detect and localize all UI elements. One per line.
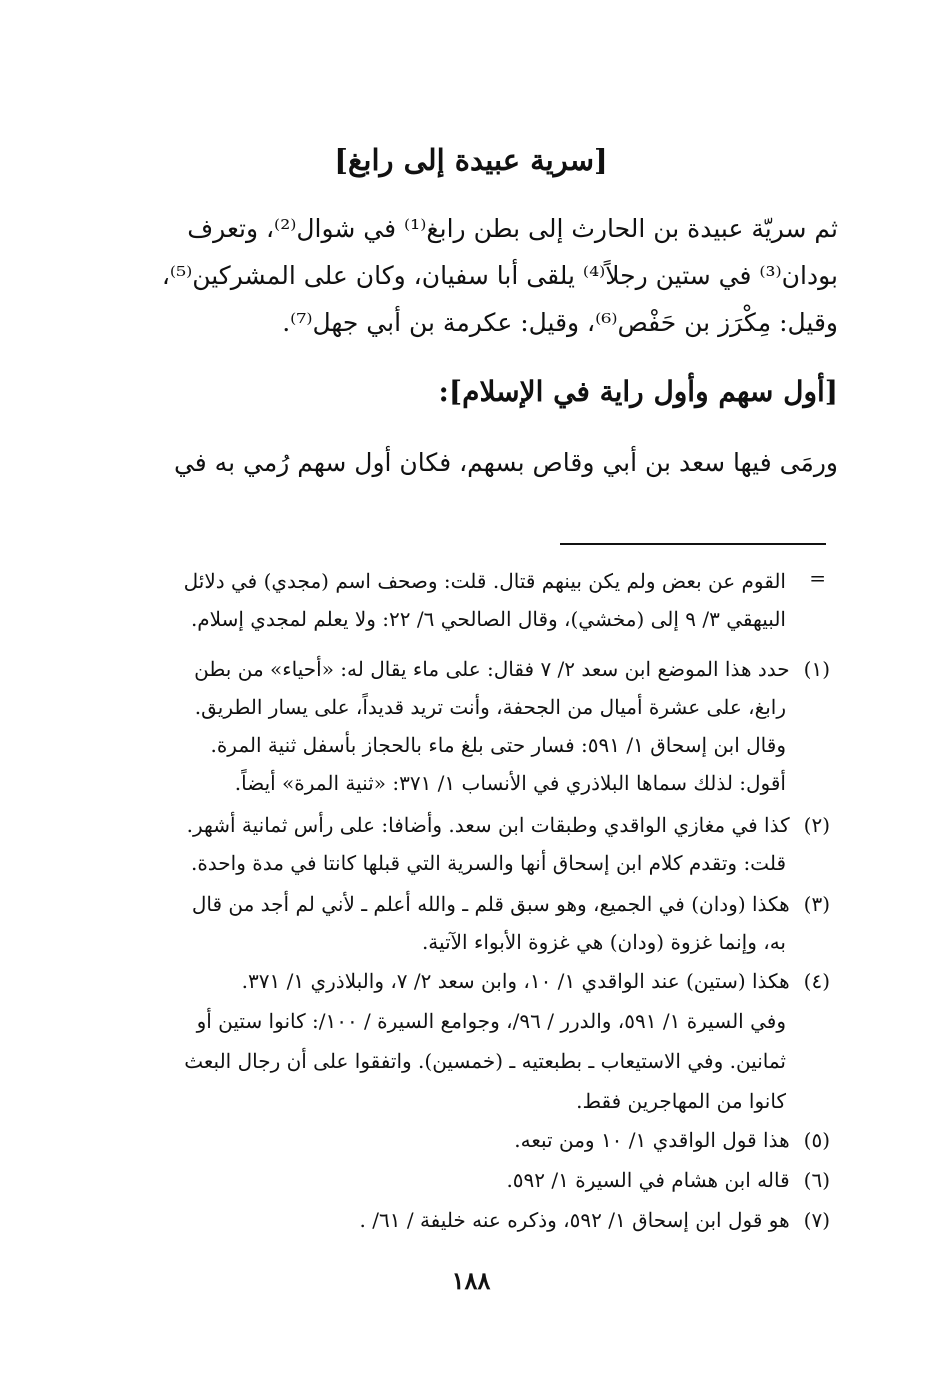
footnote-5 xyxy=(96,1125,830,1155)
page-number: ١٨٨ xyxy=(451,1266,491,1295)
footnote-4 xyxy=(96,966,830,996)
body-line: ورمَى فيها سعد بن أبي وقاص بسهم، فكان أول سهم رُمي به في xyxy=(173,448,838,477)
footnote-6 xyxy=(96,1165,830,1195)
footnote-line: ثمانين. وفي الاستيعاب ـ بطبعتيه ـ (خمسين). واتفقوا على أن رجال البعث xyxy=(184,1049,786,1073)
footnote-number: (٤) xyxy=(803,969,830,993)
continuation-mark: = xyxy=(809,566,826,590)
footnote-text: حدد هذا الموضع ابن سعد ٢/ ٧ فقال: على ماء يقال له: «أحياء» من بطن xyxy=(194,657,790,681)
footnote-text: كذا في مغازي الواقدي وطبقات ابن سعد. وأضافا: على رأس ثمانية أشهر. xyxy=(186,813,790,837)
footnote-line: وفي السيرة ١/ ٥٩١، والدرر / ٩٦/، وجوامع السيرة / ١٠٠/: كانوا ستين أو xyxy=(196,1009,786,1033)
footnote-text: قاله ابن هشام في السيرة ١/ ٥٩٢. xyxy=(506,1168,790,1192)
footnote-number: (٧) xyxy=(803,1208,830,1232)
footnote-line: رابغ، على عشرة أميال من الجحفة، وأنت تريد قديداً، على يسار الطريق. xyxy=(194,695,786,719)
footnote-1 xyxy=(96,654,830,684)
section-heading: [سرية عبيدة إلى رابغ] xyxy=(334,143,608,177)
footnote-line: به، وإنما غزوة (ودان) هي غزوة الأبواء الآتية. xyxy=(421,930,786,954)
footnote-number: (٦) xyxy=(803,1168,830,1192)
footnote-line: القوم عن بعض ولم يكن بينهم قتال. قلت: وصحف اسم (مجدي) في دلائل xyxy=(183,569,786,593)
footnote-number: (٢) xyxy=(803,813,830,837)
subsection-heading: [أول سهم وأول راية في الإسلام]: xyxy=(438,375,838,408)
footnote-number: (٣) xyxy=(803,892,830,916)
footnote-line: قلت: وتقدم كلام ابن إسحاق أنها والسرية التي قبلها كانتا في مدة واحدة. xyxy=(190,851,786,875)
footnote-line: أقول: لذلك سماها البلاذري في الأنساب ١/ ٣٧١: «ثنية المرة» أيضاً. xyxy=(234,771,786,795)
footnote-line: وقال ابن إسحاق ١/ ٥٩١: فسار حتى بلغ ماء بالحجاز بأسفل ثنية المرة. xyxy=(210,733,786,757)
footnote-divider xyxy=(560,543,826,545)
footnote-text: هذا قول الواقدي ١/ ١٠ ومن تبعه. xyxy=(514,1128,790,1152)
body-line: وقيل: مِكْرَز بن حَفْص⁽⁶⁾، وقيل: عكرمة بن أبي جهل⁽⁷⁾. xyxy=(282,308,838,337)
footnote-line: البيهقي ٣/ ٩ إلى (مخشي)، وقال الصالحي ٦/ ٢٢: ولا يعلم لمجدي إسلام. xyxy=(190,607,786,631)
footnote-text: هو قول ابن إسحاق ١/ ٥٩٢، وذكره عنه خليفة / ٦١/ . xyxy=(359,1208,790,1232)
footnote-2 xyxy=(96,810,830,840)
footnote-number: (٥) xyxy=(803,1128,830,1152)
footnote-3 xyxy=(96,889,830,919)
body-line: بودان⁽³⁾ في ستين رجلاً⁽⁴⁾ يلقى أبا سفيان، وكان على المشركين⁽⁵⁾، xyxy=(161,261,838,290)
footnote-number: (١) xyxy=(803,657,830,681)
footnote-text: هكذا (ستين) عند الواقدي ١/ ١٠، وابن سعد ٢/ ٧، والبلاذري ١/ ٣٧١. xyxy=(241,969,790,993)
footnote-text: هكذا (ودان) في الجميع، وهو سبق قلم ـ والله أعلم ـ لأني لم أجد من قال xyxy=(191,892,790,916)
footnote-line: كانوا من المهاجرين فقط. xyxy=(576,1089,786,1113)
body-line: ثم سريّة عبيدة بن الحارث إلى بطن رابغ⁽¹⁾ في شوال⁽²⁾، وتعرف xyxy=(187,214,838,243)
footnote-7 xyxy=(96,1205,830,1235)
